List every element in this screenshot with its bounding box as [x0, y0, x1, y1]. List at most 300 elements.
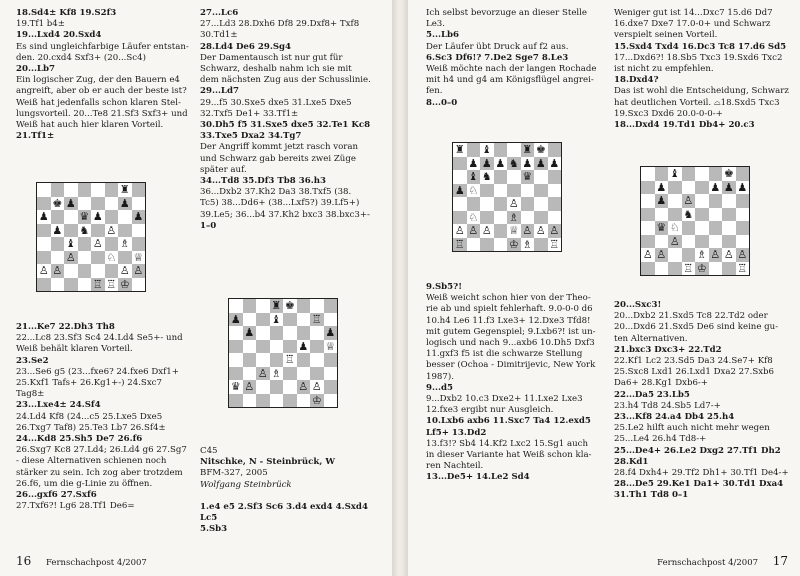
- board-square: [534, 170, 548, 184]
- board-square: [467, 197, 481, 211]
- chess-piece-icon: ♟: [38, 210, 49, 223]
- board-square: [91, 224, 105, 238]
- board-square: [256, 394, 270, 408]
- board-square: [494, 143, 508, 157]
- text-line: Ich selbst bevorzuge an dieser Stelle: [426, 8, 587, 18]
- text-line: Tag8±: [16, 389, 45, 400]
- text-line: 39.Le5; 36...b4 37.Kh2 bxc3 38.bxc3+-: [200, 209, 370, 220]
- board-square: [297, 313, 311, 327]
- chess-piece-icon: ♔: [696, 261, 707, 275]
- chess-piece-icon: ♟: [656, 194, 667, 207]
- board-square: [534, 197, 548, 211]
- text-line: 23.h4 Td8 24.Sb5 Ld7-+: [614, 400, 721, 411]
- board-square: [270, 326, 284, 340]
- text-line: 19.Tf1 b4±: [16, 19, 65, 30]
- chess-piece-icon: ♙: [92, 237, 103, 250]
- board-square: [534, 184, 548, 198]
- chess-piece-icon: ♙: [311, 380, 322, 393]
- text-line: 6.Sc3 Df6!? 7.De2 Sge7 8.Le3: [426, 52, 569, 63]
- chess-piece-icon: ♝: [271, 312, 282, 326]
- text-line: 24...Kd8 25.Sh5 De7 26.f6: [16, 434, 143, 445]
- text-line: 15.Sxd4 Txd4 16.Dc3 Tc8 17.d6 Sd5: [614, 41, 787, 52]
- chess-piece-icon: ♙: [549, 224, 560, 237]
- board-square: [507, 184, 521, 198]
- text-line: 26.Sxg7 Kc8 27.Ld4; 26.Ld4 g6 27.Sg7: [16, 445, 187, 456]
- board-square: [641, 167, 655, 181]
- board-square: [722, 221, 736, 235]
- text-line: 33.Txe5 Dxa2 34.Tg7: [200, 131, 302, 142]
- board-square: [256, 326, 270, 340]
- text-line: 8...0–0: [426, 97, 458, 108]
- text-line: 18.Sd4± Kf8 19.S2f3: [16, 8, 117, 18]
- text-line: 23...Kf8 24.a4 Db4 25.h4: [614, 412, 735, 423]
- left-column-1-bottom: [16, 322, 194, 512]
- board-square: [709, 167, 723, 181]
- chess-piece-icon: ♘: [106, 250, 117, 264]
- board-square: [243, 299, 257, 313]
- text-line: 27...Lc6: [200, 8, 239, 18]
- chess-piece-icon: ♖: [737, 261, 748, 275]
- text-line: 25.Kxf1 Tafs+ 26.Kg1+-) 24.Sxc7: [16, 378, 162, 389]
- board-square: [641, 181, 655, 195]
- board-square: [682, 167, 696, 181]
- text-line: 31.Th1 Td8 0–1: [614, 490, 689, 501]
- text-line: 25.Le2 hilft auch nicht mehr wegen: [614, 423, 770, 434]
- text-line: und Schwarz gab bereits zwei Züge: [200, 153, 356, 164]
- text-line: Lf5+ 13.Dd2: [426, 427, 487, 438]
- text-line: verspielt seinen Vorteil.: [614, 30, 718, 41]
- board-square: [256, 299, 270, 313]
- text-line: Weiß hat jedenfalls schon klaren Stel-: [16, 97, 181, 108]
- text-line: 1.e4 e5 2.Sf3 Sc6 3.d4 exd4 4.Sxd4 Lc5: [200, 502, 368, 524]
- chess-piece-icon: ♖: [454, 237, 465, 251]
- chess-piece-icon: ♖: [549, 237, 560, 251]
- board-square: [453, 197, 467, 211]
- book-gutter: [392, 0, 408, 576]
- chess-piece-icon: ♙: [656, 248, 667, 261]
- left-page: [0, 0, 392, 576]
- text-line: 23...Lxe4± 24.Sf4: [16, 400, 101, 411]
- chess-piece-icon: ♟: [737, 180, 748, 194]
- page-number-left: 16: [16, 554, 32, 568]
- board-square: [51, 251, 65, 265]
- chess-piece-icon: ♘: [669, 221, 680, 234]
- board-square: [695, 167, 709, 181]
- board-square: [132, 237, 146, 251]
- board-square: [695, 208, 709, 222]
- board-square: [736, 221, 750, 235]
- text-line: Weiß hat auch hier klaren Vorteil.: [16, 120, 164, 131]
- text-line: 29...Ld7: [200, 86, 239, 97]
- board-square: [480, 184, 494, 198]
- board-square: [682, 181, 696, 195]
- chess-piece-icon: ♙: [642, 248, 653, 261]
- text-line: 26.f6, um die g-Linie zu öffnen.: [16, 478, 153, 489]
- chess-piece-icon: ♙: [257, 366, 268, 380]
- text-line: angreift, aber ob er auch der beste ist?: [16, 86, 187, 97]
- board-square: [324, 299, 338, 313]
- text-line: 22...Lc8 23.Sf3 Sc4 24.Ld4 Se5+- und: [16, 333, 183, 344]
- text-line: 22...Da5 23.Lb5: [614, 389, 690, 400]
- chess-diagram-3: [452, 142, 562, 252]
- board-square: [229, 340, 243, 354]
- board-square: [641, 235, 655, 249]
- chess-piece-icon: ♟: [495, 156, 506, 170]
- chess-piece-icon: ♗: [696, 248, 707, 261]
- text-line: 20...Dxb2 21.Sxd5 Tc8 22.Td2 oder: [614, 311, 768, 322]
- board-square: [229, 299, 243, 313]
- board-square: [283, 326, 297, 340]
- text-line: 13...De5+ 14.Le2 Sd4: [426, 472, 530, 483]
- page-number-right: 17: [772, 554, 788, 568]
- board-square: [453, 157, 467, 171]
- board-square: [641, 194, 655, 208]
- board-square: [132, 183, 146, 197]
- board-square: [229, 353, 243, 367]
- text-line: Ein logischer Zug, der den Bauern e4: [16, 75, 180, 86]
- board-square: [682, 248, 696, 262]
- footer-title-right: Fernschachpost 4/2007: [657, 558, 759, 568]
- board-square: [548, 184, 562, 198]
- board-square: [118, 210, 132, 224]
- chess-piece-icon: ♙: [522, 224, 533, 237]
- text-line: Der Damentausch ist nur gut für: [200, 52, 343, 63]
- left-column-2-bottom: [200, 446, 380, 536]
- board-square: [736, 235, 750, 249]
- chess-piece-icon: ♙: [119, 264, 130, 277]
- chess-piece-icon: ♟: [549, 156, 560, 170]
- board-square: [64, 210, 78, 224]
- chess-piece-icon: ♟: [325, 326, 336, 339]
- text-line: Le3.: [426, 19, 445, 30]
- text-line: 30.Td1±: [200, 30, 238, 41]
- board-square: [243, 353, 257, 367]
- board-square: [722, 194, 736, 208]
- board-square: [256, 313, 270, 327]
- text-line: mit h4 und g4 am Königsflügel angrei-: [426, 75, 594, 86]
- text-line: BFM-327, 2005: [200, 468, 268, 479]
- text-line: Wolfgang Steinbrück: [200, 479, 292, 490]
- text-line: 21...Ke7 22.Dh3 Th8: [16, 322, 115, 332]
- board-square: [105, 237, 119, 251]
- text-line: 18...Dxd4 19.Td1 Db4+ 20.c3: [614, 120, 755, 131]
- right-column-2-bottom: [614, 300, 792, 502]
- chess-piece-icon: ♔: [311, 393, 322, 407]
- board-square: [256, 340, 270, 354]
- text-line: lungsvorteil. 20...Te8 21.Sf3 Sxf3+ und: [16, 108, 188, 119]
- board-square: [668, 248, 682, 262]
- text-line: 12.fxe3 ergibt nur Ausgleich.: [426, 405, 554, 416]
- board-square: [64, 224, 78, 238]
- board-square: [37, 197, 51, 211]
- text-line: später auf.: [200, 164, 247, 175]
- board-square: [494, 197, 508, 211]
- text-line: 32.Txf5 De1+ 33.Tf1±: [200, 108, 299, 119]
- chess-piece-icon: ♙: [298, 380, 309, 393]
- board-square: [64, 278, 78, 292]
- chess-piece-icon: ♘: [468, 210, 479, 224]
- board-square: [105, 183, 119, 197]
- chess-piece-icon: ♙: [683, 194, 694, 207]
- text-line: dem nächsten Zug aus der Schusslinie.: [200, 75, 371, 86]
- chess-diagram-1: [36, 182, 146, 292]
- board-square: [270, 394, 284, 408]
- text-line: - diese Alternativen schienen noch: [16, 456, 167, 467]
- board-square: [722, 262, 736, 276]
- text-line: 28.Ld4 De6 29.Sg4: [200, 41, 292, 52]
- chess-piece-icon: ♙: [454, 224, 465, 237]
- text-line: 9.Sb5?!: [426, 282, 462, 292]
- board-square: [480, 197, 494, 211]
- board-square: [494, 184, 508, 198]
- text-line: 10.Lxb6 axb6 11.Sxc7 Ta4 12.exd5: [426, 416, 591, 427]
- board-square: [548, 170, 562, 184]
- right-column-2-top: [614, 8, 792, 131]
- board-square: [494, 238, 508, 252]
- text-line: 5...Lb6: [426, 30, 459, 41]
- chess-piece-icon: ♕: [508, 224, 519, 237]
- board-square: [243, 313, 257, 327]
- board-square: [655, 167, 669, 181]
- board-square: [91, 197, 105, 211]
- board-square: [521, 184, 535, 198]
- board-square: [534, 211, 548, 225]
- board-square: [534, 238, 548, 252]
- board-square: [709, 221, 723, 235]
- board-square: [229, 394, 243, 408]
- board-square: [494, 211, 508, 225]
- text-line: 23.Se2: [16, 355, 49, 366]
- board-square: [668, 194, 682, 208]
- text-line: besser (Ochoa - Dimitrijevic, New York: [426, 360, 596, 371]
- text-line: 18.Dxd4?: [614, 75, 659, 86]
- board-square: [51, 278, 65, 292]
- chess-piece-icon: ♟: [92, 210, 103, 223]
- board-square: [91, 264, 105, 278]
- text-line: 1987).: [426, 371, 454, 382]
- chess-piece-icon: ♙: [723, 248, 734, 261]
- text-line: Schwarz, deshalb nahm ich sie mit: [200, 64, 352, 75]
- board-square: [641, 262, 655, 276]
- chess-piece-icon: ♚: [535, 143, 546, 156]
- board-square: [297, 367, 311, 381]
- board-square: [655, 208, 669, 222]
- text-line: [200, 491, 380, 502]
- chess-piece-icon: ♙: [535, 224, 546, 237]
- text-line: 28.f4 Dxh4+ 29.Tf2 Dh1+ 30.Tf1 De4-+: [614, 468, 789, 479]
- board-square: [283, 394, 297, 408]
- text-line: 19...Lxd4 20.Sxd4: [16, 30, 102, 41]
- board-square: [51, 210, 65, 224]
- board-square: [270, 340, 284, 354]
- board-square: [736, 194, 750, 208]
- board-square: [270, 353, 284, 367]
- board-square: [324, 380, 338, 394]
- board-square: [494, 224, 508, 238]
- board-square: [467, 238, 481, 252]
- board-square: [78, 251, 92, 265]
- board-square: [709, 262, 723, 276]
- text-line: 9...d5: [426, 382, 453, 393]
- chess-piece-icon: ♝: [481, 143, 492, 156]
- chess-piece-icon: ♞: [508, 156, 519, 170]
- text-line: 26.Txg7 Taf8) 25.Te3 Lb7 26.Sf4±: [16, 422, 166, 433]
- chess-piece-icon: ♗: [119, 237, 130, 250]
- board-square: [132, 224, 146, 238]
- board-square: [548, 197, 562, 211]
- text-line: ren Nachteil.: [426, 461, 484, 472]
- chess-piece-icon: ♚: [52, 196, 63, 210]
- text-line: 17...Dxd6?! 18.Sb5 Txc3 19.Sxd6 Txc2: [614, 52, 783, 63]
- text-line: 20...Lb7: [16, 64, 55, 75]
- chess-piece-icon: ♟: [133, 210, 144, 223]
- board-square: [243, 394, 257, 408]
- right-column-1-top: [426, 8, 606, 109]
- board-square: [507, 170, 521, 184]
- board-square: [682, 221, 696, 235]
- chess-piece-icon: ♞: [481, 170, 492, 183]
- text-line: 11.gxf3 f5 ist die schwarze Stellung: [426, 349, 583, 360]
- text-line: 10.h4 Le6 11.f3 Lxe3+ 12.Dxe3 Tfd8!: [426, 315, 591, 326]
- text-line: 21.Tf1±: [16, 131, 55, 142]
- board-square: [78, 264, 92, 278]
- chess-piece-icon: ♙: [244, 380, 255, 393]
- chess-piece-icon: ♟: [656, 180, 667, 194]
- chess-piece-icon: ♜: [522, 143, 533, 156]
- board-square: [229, 326, 243, 340]
- board-square: [655, 235, 669, 249]
- board-square: [722, 235, 736, 249]
- chess-piece-icon: ♟: [522, 156, 533, 170]
- board-square: [324, 313, 338, 327]
- board-square: [695, 235, 709, 249]
- chess-piece-icon: ♖: [92, 277, 103, 291]
- board-square: [64, 264, 78, 278]
- board-square: [722, 208, 736, 222]
- board-square: [310, 326, 324, 340]
- chess-piece-icon: ♙: [710, 248, 721, 261]
- board-square: [256, 353, 270, 367]
- chess-piece-icon: ♝: [65, 237, 76, 250]
- chess-piece-icon: ♙: [65, 250, 76, 264]
- chess-piece-icon: ♛: [79, 210, 90, 223]
- board-square: [324, 353, 338, 367]
- board-square: [507, 143, 521, 157]
- board-square: [105, 197, 119, 211]
- text-line: Das ist wohl die Entscheidung, Schwarz: [614, 86, 789, 97]
- chess-piece-icon: ♕: [325, 339, 336, 353]
- board-square: [243, 340, 257, 354]
- text-line: fen.: [426, 86, 443, 97]
- chess-piece-icon: ♗: [271, 366, 282, 380]
- right-footer: [657, 554, 788, 568]
- chess-piece-icon: ♖: [106, 277, 117, 291]
- board-square: [78, 278, 92, 292]
- board-square: [283, 340, 297, 354]
- board-square: [78, 197, 92, 211]
- chess-piece-icon: ♗: [508, 210, 519, 224]
- chess-piece-icon: ♚: [723, 167, 734, 180]
- board-square: [105, 264, 119, 278]
- text-line: 24.Ld4 Kf8 (24...c5 25.Lxe5 Dxe5: [16, 411, 163, 422]
- text-line: rie ab und spielt fehlerhaft. 9.0-0-0 d6: [426, 304, 593, 315]
- chess-piece-icon: ♔: [508, 237, 519, 251]
- board-square: [695, 181, 709, 195]
- chess-piece-icon: ♖: [311, 312, 322, 326]
- board-square: [709, 235, 723, 249]
- chess-diagram-4: [640, 166, 750, 276]
- board-square: [37, 224, 51, 238]
- board-square: [243, 367, 257, 381]
- board-square: [283, 313, 297, 327]
- left-footer: [16, 554, 147, 568]
- board-square: [480, 238, 494, 252]
- text-line: Es sind ungleichfarbige Läufer entstan-: [16, 41, 189, 52]
- chess-piece-icon: ♝: [468, 170, 479, 183]
- chess-piece-icon: ♙: [669, 234, 680, 248]
- chess-piece-icon: ♙: [106, 223, 117, 237]
- board-square: [310, 299, 324, 313]
- chess-piece-icon: ♟: [481, 156, 492, 170]
- board-square: [91, 183, 105, 197]
- board-square: [709, 194, 723, 208]
- text-line: Der Läufer übt Druck auf f2 aus.: [426, 41, 569, 52]
- board-square: [695, 194, 709, 208]
- text-line: Da6+ 28.Kg1 Dxb6-+: [614, 378, 709, 389]
- text-line: hat deutlichen Vorteil. ⌓18.Sxd5 Txc3: [614, 97, 780, 108]
- chess-piece-icon: ♕: [133, 250, 144, 264]
- text-line: logisch und nach 9...axb6 10.Dh5 Dxf3: [426, 338, 595, 349]
- text-line: 9...Dxb2 10.c3 Dxe2+ 11.Lxe2 Lxe3: [426, 394, 583, 405]
- text-line: 5.Sb3: [200, 524, 228, 535]
- text-line: C45: [200, 446, 218, 456]
- right-page: [408, 0, 800, 576]
- text-line: 25...Le4 26.h4 Td8-+: [614, 434, 707, 445]
- text-line: 34...Td8 35.Df3 Tb8 36.h3: [200, 176, 326, 187]
- text-line: 36...Dxb2 37.Kh2 Da3 38.Txf5 (38.: [200, 187, 352, 198]
- board-square: [270, 380, 284, 394]
- footer-title-left: Fernschachpost 4/2007: [45, 558, 147, 568]
- chess-piece-icon: ♞: [79, 223, 90, 237]
- text-line: 29...f5 30.Sxe5 dxe5 31.Lxe5 Dxe5: [200, 97, 352, 108]
- chess-piece-icon: ♛: [230, 380, 241, 393]
- board-square: [548, 143, 562, 157]
- chess-piece-icon: ♟: [723, 180, 734, 194]
- chess-piece-icon: ♙: [133, 264, 144, 277]
- text-line: Weniger gut ist 14...Dxc7 15.d6 Dd7: [614, 8, 773, 18]
- board-square: [78, 237, 92, 251]
- left-column-2-top: [200, 8, 380, 232]
- board-square: [641, 221, 655, 235]
- board-square: [668, 181, 682, 195]
- chess-piece-icon: ♟: [298, 339, 309, 353]
- board-square: [256, 380, 270, 394]
- board-square: [283, 367, 297, 381]
- chess-diagram-2: [228, 298, 338, 408]
- chess-piece-icon: ♟: [535, 156, 546, 170]
- board-square: [467, 143, 481, 157]
- board-square: [78, 183, 92, 197]
- board-square: [310, 353, 324, 367]
- text-line: 19.Sxc3 Dxd6 20.0-0-0-+: [614, 108, 723, 119]
- chess-piece-icon: ♟: [468, 156, 479, 170]
- board-square: [283, 380, 297, 394]
- chess-piece-icon: ♙: [508, 197, 519, 210]
- chess-piece-icon: ♜: [119, 183, 130, 196]
- text-line: 20...Dxd6 21.Sxd5 De6 sind keine gu-: [614, 322, 779, 333]
- chess-piece-icon: ♙: [481, 224, 492, 237]
- text-line: Tc5) 38...Dd6+ (38...Lxf5?) 39.Lf5+): [200, 198, 360, 209]
